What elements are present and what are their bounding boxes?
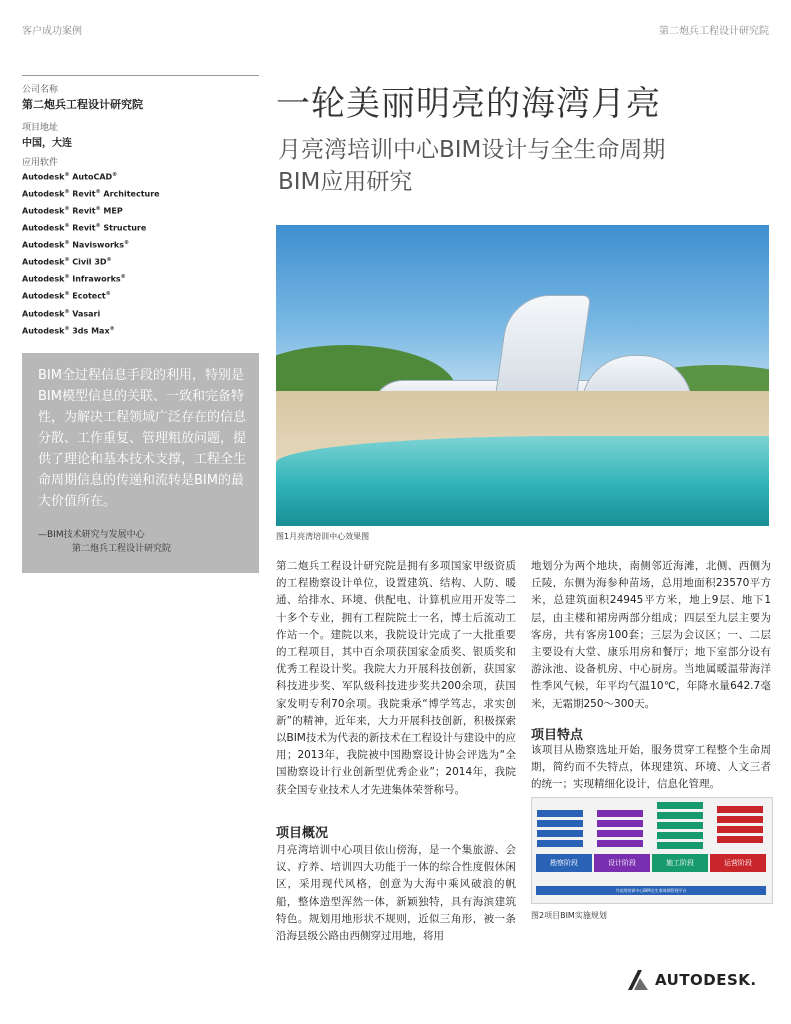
- overview-heading: 项目概况: [276, 826, 329, 841]
- autodesk-logo-text: AUTODESK.: [655, 971, 757, 989]
- diagram-box: [597, 820, 643, 827]
- photo-sea: [276, 436, 769, 526]
- subtitle-line-1: 月亮湾培训中心BIM设计与全生命周期: [278, 137, 666, 163]
- diagram-box: [717, 836, 763, 843]
- diagram-box: [597, 830, 643, 837]
- page-title: 一轮美丽明亮的海湾月亮: [276, 84, 661, 124]
- diagram-platform-bar: 月亮湾培训中心BIM全生命周期管理平台: [536, 886, 766, 895]
- header-right: 第二炮兵工程设计研究院: [659, 26, 769, 37]
- quote-text: BIM全过程信息手段的利用，特别是BIM模型信息的关联、一致和完备特性，为解决工程领域广泛存在的信息分散、工作重复、管理粗放问题，提供了理论和基本技术支撑，工程全生命周期信息的传递和流转是BIM的最大价值所在。: [38, 368, 247, 509]
- software-item: Autodesk® 3ds Max®: [22, 325, 115, 336]
- info-divider: [22, 75, 259, 76]
- diagram-box: [717, 826, 763, 833]
- diagram-box: [537, 840, 583, 847]
- overview-paragraph: 月亮湾培训中心项目依山傍海，是一个集旅游、会议、疗养、培训四大功能于一体的综合性度假休闲区，采用现代风格，创意为大海中乘风破浪的帆船，整体造型浑然一体，新颖独特，具有海滨建筑特色。规划用地形状不规则，近似三角形，被一条沿海县级公路由西侧穿过用地，将用: [276, 844, 516, 943]
- autodesk-logo-icon: [626, 968, 650, 992]
- software-item: Autodesk® Vasari: [22, 308, 101, 319]
- location-label: 项目地址: [22, 123, 59, 133]
- diagram-box: [657, 842, 703, 849]
- software-list: [22, 168, 160, 339]
- stage-design: 设计阶段: [594, 854, 650, 872]
- software-item: Autodesk® Ecotect®: [22, 291, 111, 302]
- diagram-box: [537, 810, 583, 817]
- diagram-box: [717, 816, 763, 823]
- quote-box: [22, 353, 259, 573]
- diagram-box: [537, 830, 583, 837]
- diagram-box: [597, 810, 643, 817]
- software-item: Autodesk® Revit® Structure: [22, 223, 147, 233]
- software-item: Autodesk® Civil 3D®: [22, 257, 112, 267]
- subtitle-line-2: BIM应用研究: [278, 169, 413, 195]
- company-value: 第二炮兵工程设计研究院: [22, 98, 143, 111]
- stage-operation: 运营阶段: [710, 854, 766, 872]
- software-label: 应用软件: [22, 158, 59, 168]
- stage-survey: 勘察阶段: [536, 854, 592, 872]
- details-paragraph: 地划分为两个地块，南侧邻近海滩，北侧、西侧为丘陵，东侧为海参种苗场，总用地面积23570平方米，总建筑面积24945平方米，地上9层、地下1层，由主楼和裙房两部分组成；四层至九层主要为客房，共有客房100套；三层为会议区；一、二层主要设有大堂、康乐用房和餐厅；地下室部分设有游泳池、设备机房、中心厨房。当地属暖温带海洋性季风气候，年平均气温10℃，年降水量642.7毫米，无霜期250～300天。: [531, 560, 771, 710]
- diagram-box: [717, 806, 763, 813]
- quote-source-1: —BIM技术研究与发展中心: [38, 530, 145, 540]
- software-item: Autodesk® Revit® MEP: [22, 206, 123, 216]
- diagram-box: [657, 802, 703, 809]
- diagram-box: [597, 840, 643, 847]
- header-left: 客户成功案例: [22, 26, 82, 37]
- features-heading: 项目特点: [531, 728, 584, 743]
- diagram-box: [537, 820, 583, 827]
- company-label: 公司名称: [22, 85, 59, 95]
- software-item: Autodesk® Revit® Architecture: [22, 189, 160, 199]
- intro-paragraph: 第二炮兵工程设计研究院是拥有多项国家甲级资质的工程勘察设计单位，设置建筑、结构、人防、暖通、给排水、环境、供配电、计算机应用开发等二十多个专业，拥有工程院院士一名，博士后流动工作站一个。建院以来，我院设计完成了一大批重要的工程项目，其中百余项获国家金质奖、银质奖和优秀工程设计奖。我院大力开展科技创新，获国家科技进步奖、军队级科技进步奖共200余项，获国家发明专利70余项。我院秉承“博学笃志，求实创新”的精神，近年来，大力开展科技创新，积极探索以BIM技术为代表的新技术在工程设计与建设中的应用；2013年，我院被中国勘察设计协会评选为“全国勘察设计行业创新型优秀企业”；2014年，我院获全国专业技术人才先进集体荣誉称号。: [276, 560, 516, 796]
- hero-photo: [276, 225, 769, 526]
- diagram-box: [657, 812, 703, 819]
- figure1-caption: 图1月亮湾培训中心效果图: [276, 532, 370, 541]
- location-value: 中国，大连: [22, 138, 72, 149]
- software-item: Autodesk® Navisworks®: [22, 240, 129, 250]
- software-item: Autodesk® AutoCAD®: [22, 172, 118, 182]
- software-item: Autodesk® Infraworks®: [22, 274, 126, 285]
- stage-construction: 施工阶段: [652, 854, 708, 872]
- figure2-caption: 图2项目BIM实施规划: [531, 911, 607, 920]
- quote-source-2: 第二炮兵工程设计研究院: [72, 544, 172, 554]
- diagram-box: [657, 832, 703, 839]
- diagram-box: [657, 822, 703, 829]
- bim-plan-diagram: [531, 797, 773, 904]
- features-paragraph: 该项目从勘察选址开始，服务贯穿工程整个生命周期，简约而不失特点，体现建筑、环境、人文三者的统一；实现精细化设计，信息化管理。: [531, 744, 771, 791]
